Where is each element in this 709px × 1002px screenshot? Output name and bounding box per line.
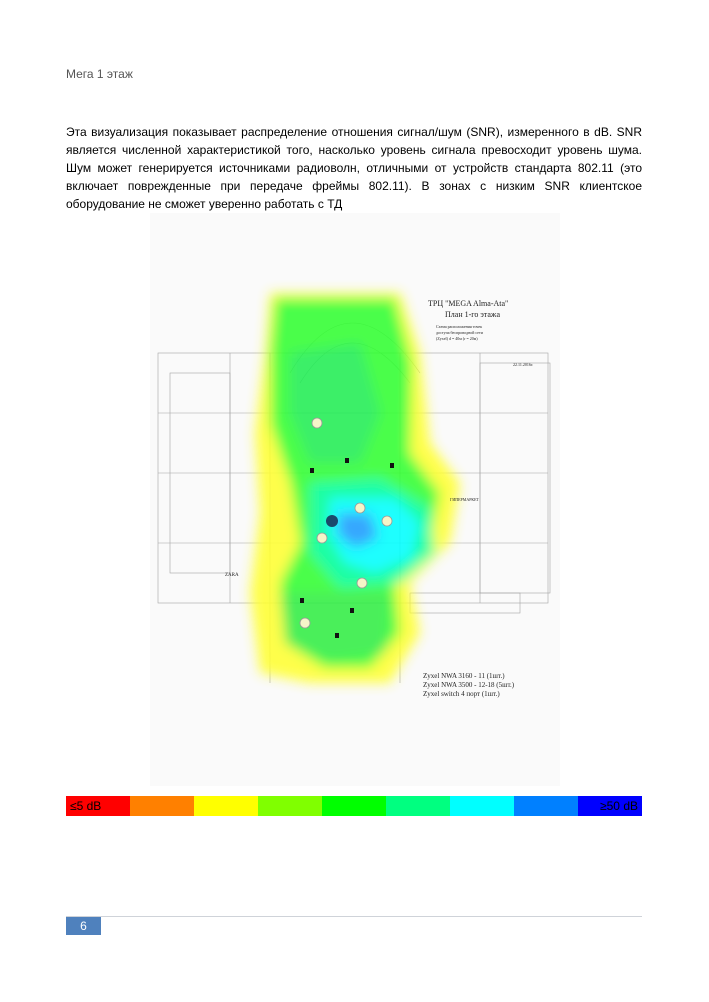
legend-segment bbox=[386, 796, 450, 816]
legend-segment bbox=[194, 796, 258, 816]
plan-title-line2: План 1-го этажа bbox=[445, 310, 501, 319]
plan-title-line1: ТРЦ "MEGA Alma-Ata" bbox=[428, 299, 509, 308]
snr-heatmap bbox=[250, 293, 460, 683]
access-point-icon bbox=[357, 578, 367, 588]
legend-segment bbox=[322, 796, 386, 816]
page-title: Мега 1 этаж bbox=[66, 67, 133, 81]
legend-segment bbox=[130, 796, 194, 816]
plan-shop-label-2: ZARA bbox=[225, 573, 239, 578]
plan-date: 22.11.2016г. bbox=[513, 362, 534, 367]
snr-heatmap-figure bbox=[150, 213, 560, 786]
access-point-icon bbox=[317, 533, 327, 543]
legend-segment bbox=[450, 796, 514, 816]
legend-segment bbox=[258, 796, 322, 816]
snr-legend-bar bbox=[66, 796, 642, 816]
legend-segment bbox=[514, 796, 578, 816]
plan-shop-label-1: ГИПЕРМАРКЕТ bbox=[450, 497, 479, 502]
plan-note-line1: Схема расположения точек bbox=[436, 324, 483, 329]
plan-note-line3: (Zyxel) d = 40м (r = 20м) bbox=[436, 336, 478, 341]
equipment-line-1: Zyxel NWA 3160 - 11 (1шт.) bbox=[423, 672, 505, 680]
legend-min-label: ≤5 dB bbox=[70, 799, 102, 813]
legend-max-label: ≥50 dB bbox=[600, 799, 638, 813]
page-number: 6 bbox=[66, 917, 101, 935]
description-paragraph: Эта визуализация показывает распределение отношения сигнал/шум (SNR), измеренного в dB. SNR является численной характеристикой того, насколько уровень сигнала превосходит уровень шума. Шум может генерируется источниками радиоволн, отличными от устройств стандарта 802.11 (это включает поврежденные при передаче фреймы 802.11). В зонах с низким SNR клиентское оборудование не сможет уверенно работать с ТД bbox=[66, 125, 642, 211]
access-point-icon bbox=[382, 516, 392, 526]
footer-divider bbox=[66, 916, 642, 917]
plan-note-line2: доступа беспроводной сети bbox=[436, 330, 483, 335]
equipment-line-3: Zyxel switch 4 порт (1шт.) bbox=[423, 690, 500, 698]
access-point-icon bbox=[312, 418, 322, 428]
equipment-line-2: Zyxel NWA 3500 - 12-18 (5шт.) bbox=[423, 681, 515, 689]
access-point-icon bbox=[300, 618, 310, 628]
access-point-icon bbox=[355, 503, 365, 513]
